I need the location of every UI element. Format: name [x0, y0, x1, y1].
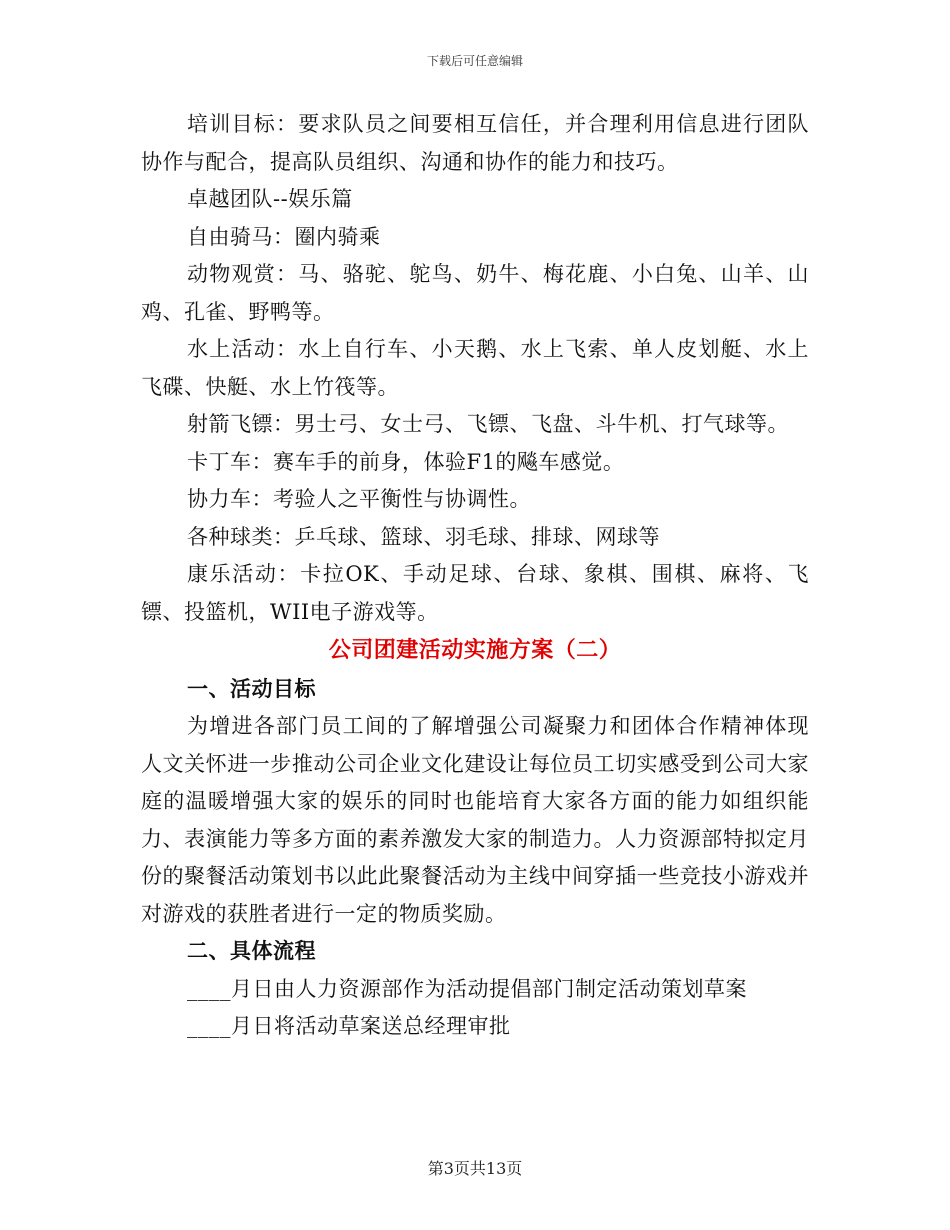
paragraph: 各种球类：乒乓球、篮球、羽毛球、排球、网球等 [187, 524, 660, 549]
page-header: 下载后可任意编辑 [426, 54, 523, 68]
section-heading: 二、具体流程 [187, 939, 316, 963]
paragraph: 协力车：考验人之平衡性与协调性。 [187, 487, 531, 511]
section-title: 公司团建活动实施方案（二） [328, 638, 622, 663]
paragraph: ____月日将活动草案送总经理审批 [187, 1014, 511, 1038]
paragraph: 水上活动：水上自行车、小天鹅、水上飞索、单人皮划艇、水上飞碟、快艇、水上竹筏等。 [141, 337, 809, 399]
page-footer: 第3页共13页 [427, 1159, 523, 1178]
paragraph: 自由骑马：圈内骑乘 [187, 224, 381, 249]
section-heading: 一、活动目标 [187, 676, 316, 701]
paragraph: 康乐活动：卡拉OK、手动足球、台球、象棋、围棋、麻将、飞镖、投篮机，WII电子游戏等。 [141, 562, 809, 624]
paragraph: 培训目标：要求队员之间要相互信任，并合理利用信息进行团队协作与配合，提高队员组织、沟通和协作的能力和技巧。 [141, 112, 809, 174]
paragraph: 卡丁车：赛车手的前身，体验F1的飚车感觉。 [187, 449, 625, 474]
document-body [141, 106, 809, 1046]
paragraph: 为增进各部门员工间的了解增强公司凝聚力和团体合作精神体现人文关怀进一步推动公司企业文化建设让每位员工切实感受到公司大家庭的温暖增强大家的娱乐的同时也能培育大家各方面的能力如组织能力、表演能力等多方面的素养激发大家的制造力。人力资源部特拟定月份的聚餐活动策划书以此此聚餐活动为主线中间穿插一些竞技小游戏并对游戏的获胜者进行一定的物质奖励。 [141, 714, 809, 926]
paragraph: 卓越团队--娱乐篇 [187, 187, 353, 211]
paragraph: 动物观赏：马、骆驼、鸵鸟、奶牛、梅花鹿、小白兔、山羊、山鸡、孔雀、野鸭等。 [141, 262, 809, 324]
paragraph: ____月日由人力资源部作为活动提倡部门制定活动策划草案 [187, 976, 747, 1001]
paragraph: 射箭飞镖：男士弓、女士弓、飞镖、飞盘、斗牛机、打气球等。 [187, 412, 789, 436]
